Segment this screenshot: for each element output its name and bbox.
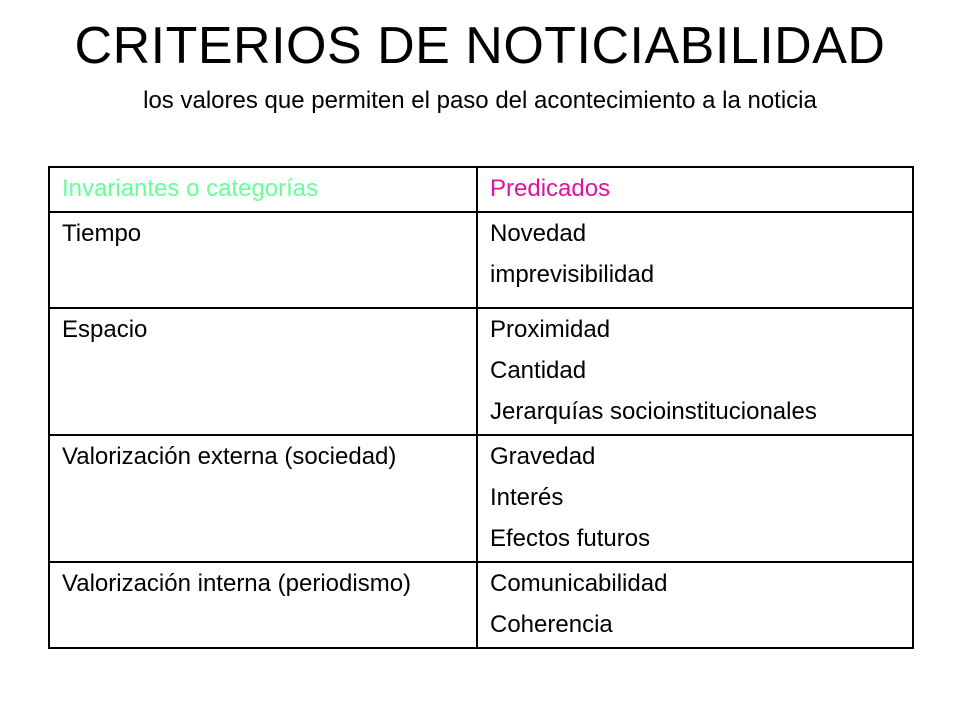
predicate-item: Proximidad [490, 316, 611, 343]
predicate-item: Jerarquías socioinstitucionales [490, 398, 817, 425]
header-predicates-label: Predicados [490, 175, 611, 202]
predicates-cell [477, 435, 913, 562]
category-cell: Espacio [49, 308, 477, 435]
criteria-table [48, 166, 914, 649]
predicate-item: Interés [490, 484, 564, 511]
header-categories-label: Invariantes o categorías [62, 175, 319, 202]
table-row [49, 308, 913, 435]
slide-title: CRITERIOS DE NOTICIABILIDAD [74, 17, 886, 75]
predicate-item: imprevisibilidad [490, 261, 655, 288]
table-row [49, 212, 913, 308]
predicate-item: Efectos futuros [490, 525, 651, 552]
header-predicates [477, 167, 913, 212]
predicates-cell [477, 562, 913, 648]
table-row [49, 562, 913, 648]
slide-subtitle: los valores que permiten el paso del acontecimiento a la noticia [143, 87, 817, 114]
predicate-item: Comunicabilidad [490, 570, 668, 597]
predicates-cell [477, 308, 913, 435]
table-header-row [49, 167, 913, 212]
predicate-item: Coherencia [490, 611, 613, 638]
header-categories [49, 167, 477, 212]
category-cell: Valorización interna (periodismo) [49, 562, 477, 648]
predicate-item: Gravedad [490, 443, 596, 470]
table-row [49, 435, 913, 562]
predicates-cell [477, 212, 913, 308]
category-cell: Valorización externa (sociedad) [49, 435, 477, 562]
category-cell: Tiempo [49, 212, 477, 308]
predicate-item: Cantidad [490, 357, 587, 384]
predicate-item: Novedad [490, 220, 587, 247]
